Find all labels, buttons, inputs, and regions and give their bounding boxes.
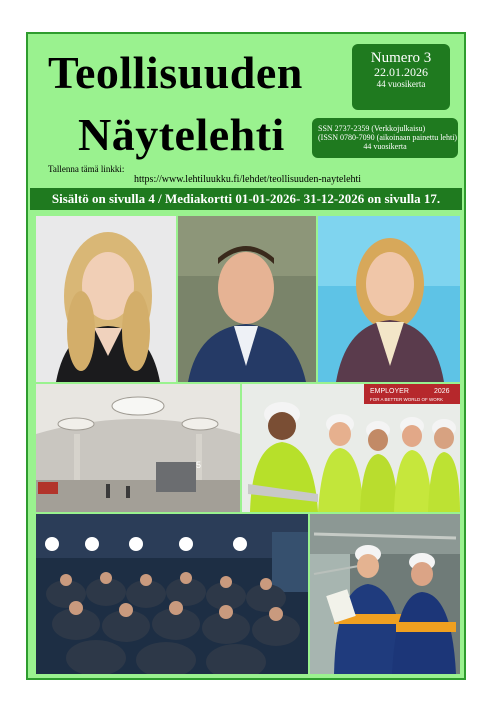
magazine-cover [26,32,466,680]
magazine-title-line1: Teollisuuden [48,47,303,98]
magazine-url-link[interactable]: https://www.lehtiluukku.fi/lehdet/teollisuuden-naytelehti [134,174,362,185]
portrait-photo-woman-speaker [318,216,460,382]
issn-volume: 44 vuosikerta [363,142,407,151]
employer-badge-label: EMPLOYER [370,388,409,395]
employer-badge-year: 2026 [434,388,450,395]
issn-print: (ISSN 0780-7090 (aikoinaan painettu lehti) [318,133,458,142]
issue-date: 22.01.2026 [374,65,428,79]
issn-info-box [312,118,458,158]
photo-collage [36,216,460,674]
employer-badge-sub: FOR A BETTER WORLD OF WORK [370,397,444,402]
issue-volume: 44 vuosikerta [376,79,426,89]
issue-number: Numero 3 [370,50,432,66]
magazine-title-line2: Näytelehti [78,109,285,160]
airport-terminal-photo [36,384,240,512]
gate-number: 5 [196,460,202,470]
workers-hivis-photo [242,384,460,512]
conference-audience-photo [36,514,308,674]
portrait-photo-woman-blonde [36,216,176,382]
plant-workers-photo [310,514,460,674]
portrait-photo-man-suit [178,216,316,382]
save-link-label: Tallenna tämä linkki: [48,164,125,174]
issn-online: SSN 2737-2359 (Verkkojulkaisu) [318,124,426,133]
issue-info-box [352,44,450,110]
contents-banner: Sisältö on sivulla 4 / Mediakortti 01-01-2026- 31-12-2026 on sivulla 17. [30,188,462,210]
